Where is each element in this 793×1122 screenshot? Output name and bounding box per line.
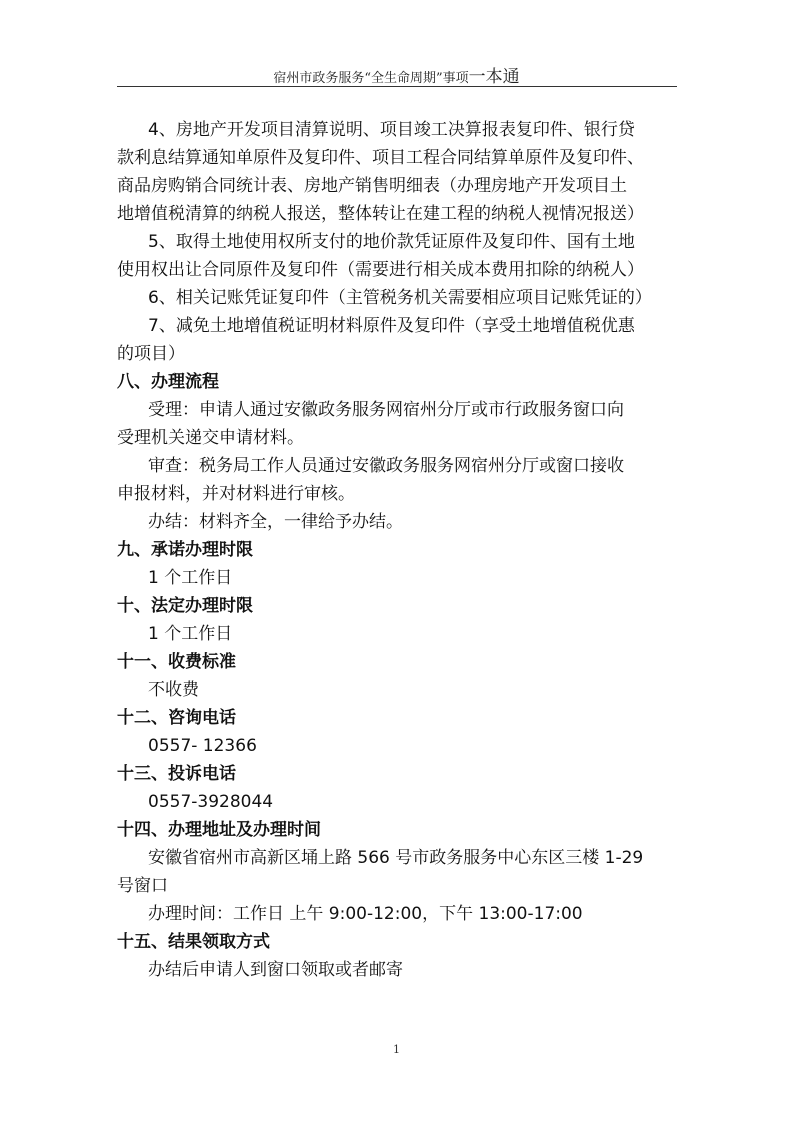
section-15-value: 办结后申请人到窗口领取或者邮寄 (148, 960, 403, 980)
process-review-line-1: 审查：税务局工作人员通过安徽政务服务网宿州分厅或窗口接收 (148, 456, 624, 476)
office-hours: 办理时间：工作日 上午 9:00-12:00，下午 13:00-17:00 (148, 904, 583, 924)
page-number: 1 (393, 1043, 400, 1056)
consult-phone: 0557- 12366 (148, 736, 257, 756)
header-title-prefix: 宿州市政务服务“全生命周期”事项 (273, 71, 469, 86)
material-item-7-line-2: 的项目） (117, 344, 185, 364)
material-item-4-line-2: 款利息结算通知单原件及复印件、项目工程合同结算单原件及复印件、 (117, 148, 644, 168)
process-accept-line-1: 受理：申请人通过安徽政务服务网宿州分厅或市行政服务窗口向 (148, 400, 624, 420)
material-item-7-line-1: 7、减免土地增值税证明材料原件及复印件（享受土地增值税优惠 (148, 316, 635, 336)
section-11-heading: 十一、收费标准 (117, 652, 236, 672)
address-line-2: 号窗口 (117, 876, 168, 896)
section-13-heading: 十三、投诉电话 (117, 764, 236, 784)
section-9-heading: 九、承诺办理时限 (117, 540, 253, 560)
section-9-value: 1 个工作日 (148, 568, 233, 588)
section-15-heading: 十五、结果领取方式 (117, 932, 270, 952)
section-12-heading: 十二、咨询电话 (117, 708, 236, 728)
process-conclude: 办结：材料齐全，一律给予办结。 (148, 512, 403, 532)
section-11-value: 不收费 (148, 680, 199, 700)
section-10-heading: 十、法定办理时限 (117, 596, 253, 616)
process-review-line-2: 申报材料，并对材料进行审核。 (117, 484, 355, 504)
material-item-6-line-1: 6、相关记账凭证复印件（主管税务机关需要相应项目记账凭证的） (148, 288, 652, 308)
process-accept-line-2: 受理机关递交申请材料。 (117, 428, 304, 448)
address-line-1: 安徽省宿州市高新区埇上路 566 号市政务服务中心东区三楼 1-29 (148, 848, 644, 868)
section-10-value: 1 个工作日 (148, 624, 233, 644)
header-title-suffix: 一本通 (468, 67, 520, 87)
material-item-4-line-4: 地增值税清算的纳税人报送，整体转让在建工程的纳税人视情况报送） (117, 204, 644, 224)
section-14-heading: 十四、办理地址及办理时间 (117, 820, 321, 840)
material-item-5-line-2: 使用权出让合同原件及复印件（需要进行相关成本费用扣除的纳税人） (117, 260, 644, 280)
material-item-4-line-1: 4、房地产开发项目清算说明、项目竣工决算报表复印件、银行贷 (148, 120, 635, 140)
complaint-phone: 0557-3928044 (148, 792, 274, 812)
section-8-heading: 八、办理流程 (117, 372, 219, 392)
material-item-5-line-1: 5、取得土地使用权所支付的地价款凭证原件及复印件、国有土地 (148, 232, 635, 252)
material-item-4-line-3: 商品房购销合同统计表、房地产销售明细表（办理房地产开发项目土 (117, 176, 627, 196)
